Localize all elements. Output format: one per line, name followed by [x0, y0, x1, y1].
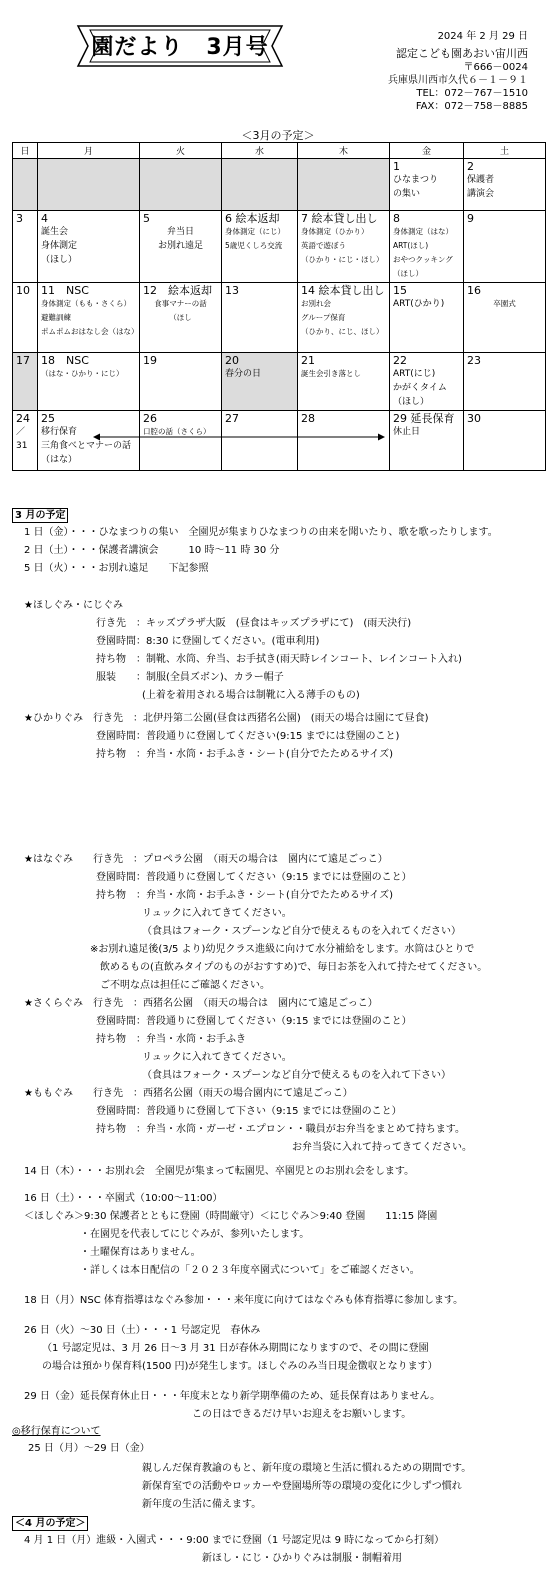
- day-event-text: 誕生会: [41, 227, 69, 237]
- calendar-day-cell: [390, 353, 464, 411]
- calendar-day-cell: [464, 411, 546, 471]
- day-number: 9: [467, 212, 474, 225]
- body-text-line: 18 日（月）NSC 体育指導はなぐみ参加・・・来年度に向けてはなぐみも体育指導に参加します。: [24, 1295, 464, 1306]
- body-text-line: 持ち物 ：弁当・水筒・お手ふき・シート(自分でたためるサイズ): [96, 749, 394, 760]
- body-text-line: ★ほしぐみ・にじぐみ: [24, 600, 123, 611]
- body-text-line: 登園時間：普段通りに登園してください(9:15 までには登園のこと): [96, 731, 400, 742]
- body-text-line: この日はできるだけ早いお迎えをお願いします。: [192, 1409, 412, 1420]
- day-event-text: 誕生会引き落とし: [301, 369, 361, 378]
- body-text-line: 登園時間：8:30 に登園してください。(電車利用): [96, 636, 320, 647]
- body-text-line: 行き先 ：キッズプラザ大阪 (昼食はキッズプラザにて) (雨天決行): [96, 618, 412, 629]
- day-number: 5: [143, 212, 150, 225]
- day-event-text: 避難訓練: [41, 313, 71, 322]
- body-text-line: ・詳しくは本日配信の「２０２３年度卒園式について」をご確認ください。: [80, 1265, 420, 1276]
- calendar-day-cell: [390, 283, 464, 353]
- section-heading: 3 月の予定: [12, 508, 68, 523]
- weekday-sun: 日: [13, 143, 38, 159]
- body-text-line: 登園時間：普段通りに登園してください（9:15 までには登園のこと）: [96, 872, 412, 883]
- day-event-text: 保護者: [467, 175, 495, 185]
- body-text-line: 新保育室での活動やロッカーや登園場所等の環境の変化に少しずつ慣れ: [142, 1481, 462, 1492]
- weekday-wed: 水: [222, 143, 298, 159]
- day-number: 23: [467, 354, 481, 367]
- body-text-line: リュックに入れてきてください。: [142, 1052, 292, 1063]
- calendar-day-cell: [140, 211, 222, 283]
- body-text-line: 25 日（月）～29 日（金）: [28, 1443, 150, 1454]
- address: 兵庫県川西市久代６－１－９１: [388, 75, 528, 86]
- weekday-sat: 土: [464, 143, 546, 159]
- march-calendar: [12, 142, 546, 471]
- body-text-line: 登園時間：普段通りに登園してください（9:15 までには登園のこと）: [96, 1016, 412, 1027]
- calendar-day-cell: [13, 353, 38, 411]
- body-text-line: 1 日（金）・・・ひなまつりの集い 全園児が集まりひなまつりの由来を聞いたり、歌を歌ったりします。: [24, 527, 498, 538]
- subsection-heading: ◎移行保育について: [12, 1426, 101, 1437]
- body-text-line: ・土曜保育はありません。: [80, 1247, 201, 1258]
- weekday-header-row: [13, 143, 546, 159]
- day-event-text: 身体測定（ひかり）: [301, 227, 369, 236]
- day-event-text: 身体測定（にじ）: [225, 227, 285, 236]
- calendar-day-cell: [222, 159, 298, 211]
- body-text-line: リュックに入れてきてください。: [142, 908, 292, 919]
- calendar-day-cell: [464, 159, 546, 211]
- day-number: 17: [16, 354, 30, 367]
- day-event-text: （はな）: [41, 455, 78, 465]
- day-event-text: 卒園式: [493, 299, 516, 308]
- day-number: 15: [393, 284, 407, 297]
- day-event-text: 英語で遊ぼう: [301, 241, 346, 250]
- body-text-line: 16 日（土）・・・卒園式（10:00～11:00）: [24, 1193, 223, 1204]
- calendar-day-cell: [13, 159, 38, 211]
- day-event-text: お別れ遠足: [157, 241, 203, 251]
- section-heading: ＜4 月の予定＞: [12, 1516, 88, 1531]
- title-text: 園だより 3月号: [91, 35, 269, 60]
- postal-code: 〒666－0024: [463, 62, 528, 73]
- day-number: 10: [16, 284, 30, 297]
- body-text-line: （食具はフォーク・スプーンなど自分で使えるものを入れて下さい）: [142, 1070, 451, 1081]
- day-event-text: 講演会: [467, 189, 495, 199]
- weekday-mon: 月: [38, 143, 140, 159]
- day-event-text: （ひかり、にじ、ほし）: [301, 327, 384, 336]
- body-text-line: 2 日（土）・・・保護者講演会 10 時～11 時 30 分: [24, 545, 280, 556]
- day-event-text: 休止日: [393, 427, 421, 437]
- body-text-line: 29 日（金）延長保育休止日・・・年度末となり新学期準備のため、延長保育はありません。: [24, 1391, 441, 1402]
- calendar-day-cell: [13, 283, 38, 353]
- day-number: 22: [393, 354, 407, 367]
- body-text-line: 4 月 1 日（月）進級・入園式・・・9:00 までに登園（1 号認定児は 9 時になってから打刻）: [24, 1535, 445, 1546]
- calendar-day-cell: [140, 283, 222, 353]
- calendar-day-cell: [298, 353, 390, 411]
- day-event-text: ART(ほし): [393, 241, 429, 250]
- body-text-line: ★さくらぐみ 行き先 ：西猪名公園 （雨天の場合は 園内にて遠足ごっこ）: [24, 998, 378, 1009]
- day-event-text: （ほし）: [393, 397, 430, 407]
- calendar-day-cell: [298, 211, 390, 283]
- day-event-text: 5歳児くしろ交流: [225, 241, 283, 250]
- day-number: 24: [16, 412, 30, 425]
- body-text-line: ＜ほしぐみ＞9:30 保護者とともに登園（時間厳守）＜にじぐみ＞9:40 登園 11:15 降園: [24, 1211, 438, 1222]
- calendar-day-cell: [222, 283, 298, 353]
- calendar-day-cell: [13, 411, 38, 471]
- body-text-line: 親しんだ保育教諭のもと、新年度の環境と生活に慣れるための期間です。: [142, 1463, 472, 1474]
- day-number: 25: [41, 412, 55, 425]
- day-event-text: （ひかり・にじ・ほし）: [301, 255, 384, 264]
- day-number: 3: [16, 212, 23, 225]
- calendar-week-row: [13, 211, 546, 283]
- day-event-text: 身体測定（はな）: [393, 227, 453, 236]
- body-text-line: 持ち物 ：弁当・水筒・お手ふき・シート(自分でたためるサイズ): [96, 890, 394, 901]
- body-text-line: ・在園児を代表してにじぐみが、参列いたします。: [80, 1229, 310, 1240]
- calendar-day-cell: [298, 283, 390, 353]
- day-event-text: 31: [16, 441, 28, 451]
- body-text-line: 14 日（木）・・・お別れ会 全園児が集まって転園児、卒園児とのお別れ会をします。: [24, 1166, 415, 1177]
- calendar-day-cell: [390, 211, 464, 283]
- day-event-text: 春分の日: [225, 369, 262, 379]
- day-event-text: （ほし）: [393, 269, 423, 278]
- day-event-text: ／: [16, 427, 26, 437]
- calendar-day-cell: [222, 353, 298, 411]
- day-event-text: 食事マナーの話: [154, 299, 207, 308]
- day-number: 7 絵本貸し出し: [301, 212, 378, 225]
- calendar-week-row: [13, 283, 546, 353]
- body-text-line: 持ち物 ：弁当・水筒・ガーゼ・エプロン・・職員がお弁当をまとめて持ちます。: [96, 1124, 465, 1135]
- newsletter-title: [72, 22, 288, 70]
- day-event-text: 身体測定（もも・さくら）: [41, 299, 131, 308]
- calendar-day-cell: [13, 211, 38, 283]
- body-text-line: 持ち物 ：弁当・水筒・お手ふき: [96, 1034, 246, 1045]
- day-number: 28: [301, 412, 315, 425]
- body-text-line: 新年度の生活に備えます。: [142, 1499, 262, 1510]
- school-name: 認定こども園あおい宙川西: [396, 47, 528, 60]
- calendar-day-cell: [464, 283, 546, 353]
- calendar-day-cell: [298, 159, 390, 211]
- day-number: 4: [41, 212, 48, 225]
- day-number: 8: [393, 212, 400, 225]
- day-event-text: の集い: [393, 189, 421, 199]
- day-event-text: ART(にじ): [393, 369, 436, 379]
- fax: FAX：072－758－8885: [415, 101, 528, 112]
- day-event-text: 移行保育: [41, 427, 78, 437]
- body-text-line: ご不明な点は担任にご確認ください。: [100, 980, 270, 991]
- calendar-day-cell: [390, 411, 464, 471]
- day-event-text: お別れ会: [301, 299, 331, 308]
- body-text-line: ※お別れ遠足後(3/5 より)幼児クラス進級に向けて水分補給をします。水筒はひとりで: [90, 944, 475, 955]
- weekday-tue: 火: [140, 143, 222, 159]
- day-event-text: （ほし: [169, 313, 192, 322]
- day-event-text: ART(ひかり): [393, 299, 445, 309]
- body-text-line: ★ひかりぐみ 行き先 ：北伊丹第二公園(昼食は西猪名公園) (雨天の場合は園にて昼食): [24, 713, 429, 724]
- body-text-line: 26 日（火）～30 日（土）・・・1 号認定児 春休み: [24, 1325, 261, 1336]
- body-text-line: 5 日（火）・・・お別れ遠足 下記参照: [24, 563, 209, 574]
- body-text-line: (上着を着用される場合は制靴に入る薄手のもの): [142, 690, 360, 701]
- calendar-day-cell: [38, 159, 140, 211]
- body-text-line: （食具はフォーク・スプーンなど自分で使えるものを入れてください）: [142, 926, 461, 937]
- day-number: 13: [225, 284, 239, 297]
- day-number: 6 絵本返却: [225, 212, 280, 225]
- telephone: TEL：072－767－1510: [416, 88, 528, 99]
- day-number: 16: [467, 284, 481, 297]
- day-number: 20: [225, 354, 239, 367]
- body-text-line: 登園時間：普段通りに登園して下さい（9:15 までには登園のこと）: [96, 1106, 402, 1117]
- day-number: 26: [143, 412, 157, 425]
- day-number: 1: [393, 160, 400, 173]
- day-number: 2: [467, 160, 474, 173]
- day-event-text: ひなまつり: [393, 175, 439, 185]
- calendar-day-cell: [140, 159, 222, 211]
- weekday-thu: 木: [298, 143, 390, 159]
- weekday-fri: 金: [390, 143, 464, 159]
- issue-date: 2024 年 2 月 29 日: [437, 31, 528, 42]
- calendar-day-cell: [38, 353, 140, 411]
- body-text-line: 服装 ：制服(全員ズボン)、カラー帽子: [96, 672, 284, 683]
- day-event-text: （はな・ひかり・にじ）: [41, 369, 124, 378]
- day-number: 12 絵本返却: [143, 284, 212, 297]
- day-event-text: おやつクッキング: [393, 255, 453, 264]
- day-event-text: （ほし）: [41, 255, 78, 265]
- body-text-line: 新ほし・にじ・ひかりぐみは制服・制帽着用: [202, 1553, 402, 1564]
- day-number: 11 NSC: [41, 284, 89, 297]
- body-text-line: 持ち物 ：制靴、水筒、弁当、お手拭き(雨天時レインコート、レインコート入れ): [96, 654, 462, 665]
- calendar-day-cell: [390, 159, 464, 211]
- day-number: 21: [301, 354, 315, 367]
- header-info: [388, 30, 528, 113]
- calendar-day-cell: [38, 283, 140, 353]
- day-event-text: かがくタイム: [393, 383, 447, 393]
- calendar-day-cell: [222, 211, 298, 283]
- day-event-text: 三角食べとマナーの話: [41, 441, 132, 451]
- day-number: 29 延長保育: [393, 412, 455, 425]
- day-event-text: 口腔の話（さくら）: [143, 427, 211, 436]
- body-text-line: 飲めるもの(直飲みタイプのものがおすすめ)で、毎日お茶を入れて持たせてください。: [100, 962, 488, 973]
- calendar-day-cell: [38, 211, 140, 283]
- calendar-day-cell: [464, 353, 546, 411]
- transition-period-arrow-icon: [93, 432, 385, 442]
- day-event-text: ポムポムおはなし会（はな）: [41, 327, 139, 336]
- day-number: 18 NSC: [41, 354, 89, 367]
- calendar-day-cell: [140, 353, 222, 411]
- body-text-line: （1 号認定児は、3 月 26 日～3 月 31 日が春休み期間になりますので、その間に登園: [42, 1343, 429, 1354]
- day-number: 19: [143, 354, 157, 367]
- day-number: 27: [225, 412, 239, 425]
- body-text-line: ★はなぐみ 行き先 ：プロペラ公園 （雨天の場合は 園内にて遠足ごっこ）: [24, 854, 388, 865]
- day-event-text: 弁当日: [166, 227, 194, 237]
- day-number: 14 絵本貸し出し: [301, 284, 385, 297]
- body-text-line: の場合は預かり保育料(1500 円)が発生します。ほしぐみのみ当日現金徴収となります）: [42, 1361, 438, 1372]
- body-text-line: ★ももぐみ 行き先 ：西猪名公園（雨天の場合園内にて遠足ごっこ）: [24, 1088, 353, 1099]
- day-number: 30: [467, 412, 481, 425]
- calendar-week-row: [13, 159, 546, 211]
- body-text-line: お弁当袋に入れて持ってきてください。: [292, 1142, 472, 1153]
- day-event-text: 身体測定: [41, 241, 78, 251]
- calendar-title: ＜3月の予定＞: [241, 129, 315, 142]
- day-event-text: グループ保育: [301, 313, 346, 322]
- calendar-day-cell: [464, 211, 546, 283]
- calendar-week-row: [13, 353, 546, 411]
